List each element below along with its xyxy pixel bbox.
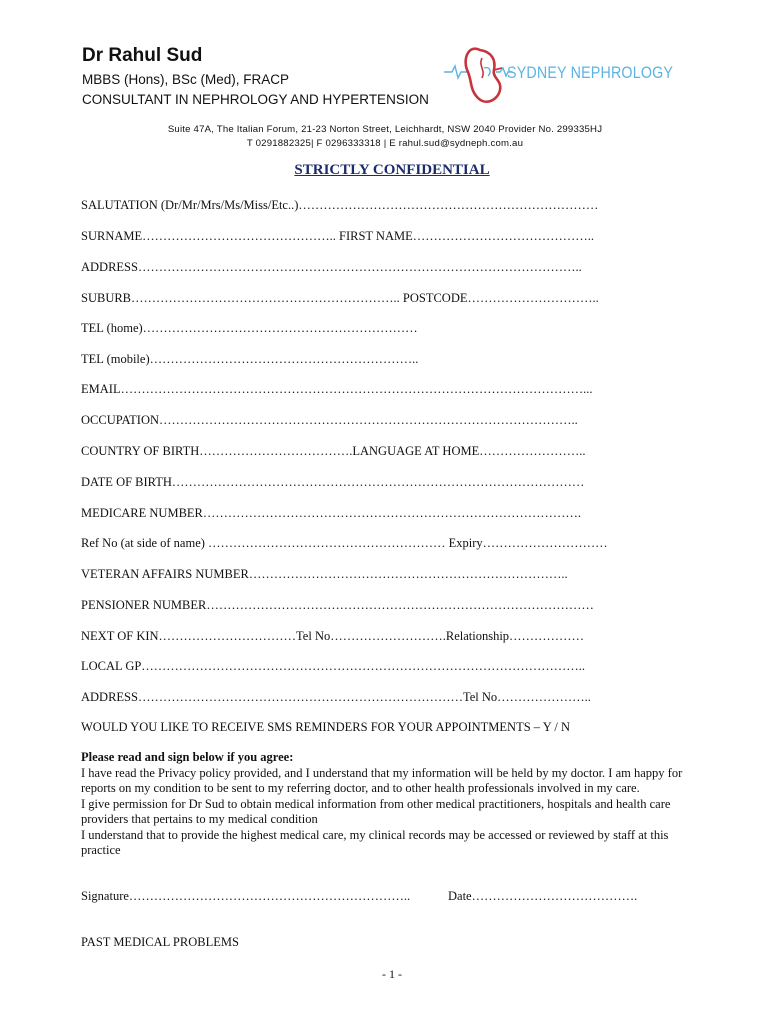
date-field[interactable]: Date………………………………….	[448, 889, 638, 903]
past-medical-problems-heading: PAST MEDICAL PROBLEMS	[81, 935, 239, 949]
form-title: STRICTLY CONFIDENTIAL	[294, 162, 490, 178]
salutation-field[interactable]: SALUTATION (Dr/Mr/Mrs/Ms/Miss/Etc..)………………………………………………………………	[81, 198, 599, 212]
occupation-field[interactable]: OCCUPATION………………………………………………………………………………………..	[81, 413, 578, 427]
local-gp-field[interactable]: LOCAL GP……………………………………………………………………………………………..	[81, 659, 586, 673]
doctor-credentials: MBBS (Hons), BSc (Med), FRACP	[82, 72, 290, 87]
consent-heading: Please read and sign below if you agree:	[81, 750, 294, 764]
tel-mobile-field[interactable]: TEL (mobile)………………………………………………………..	[81, 352, 419, 366]
practice-contact: T 0291882325| F 0296333318 | E rahul.sud@sydneph.com.au	[246, 138, 524, 149]
logo-text: SYDNEY NEPHROLOGY	[507, 63, 674, 82]
tel-home-field[interactable]: TEL (home)…………………………………………………………	[81, 321, 418, 335]
doctor-name: Dr Rahul Sud	[82, 45, 203, 66]
signature-field[interactable]: Signature…………………………………………………………..	[81, 889, 411, 903]
surname-firstname-field[interactable]: SURNAME……………………………………….. FIRST NAME……………………………………..	[81, 229, 594, 243]
ref-expiry-field[interactable]: Ref No (at side of name) ………………………………………………… Expiry…………………………	[81, 536, 608, 550]
date-of-birth-field[interactable]: DATE OF BIRTH………………………………………………………………………………………	[81, 475, 585, 489]
doctor-title: CONSULTANT IN NEPHROLOGY AND HYPERTENSION	[82, 92, 429, 107]
consent-paragraph-privacy: I have read the Privacy policy provided, and I understand that my information will be held by my doctor. I am happy for reports on my condition to be sent to my referring doctor, and to other health professionals involved in my care.	[81, 765, 683, 795]
sydney-nephrology-logo	[442, 38, 682, 110]
consent-paragraph-records: I understand that to provide the highest medical care, my clinical records may be accessed or reviewed by staff at this practice	[81, 827, 669, 857]
consent-block	[81, 750, 693, 859]
page-number: - 1 -	[382, 967, 402, 981]
email-field[interactable]: EMAIL…………………………………………………………………………………………………...	[81, 382, 593, 396]
veteran-affairs-field[interactable]: VETERAN AFFAIRS NUMBER…………………………………………………………………..	[81, 567, 568, 581]
gp-address-field[interactable]: ADDRESS……………………………………………………………………Tel No…………………..	[81, 690, 591, 704]
country-language-field[interactable]: COUNTRY OF BIRTH……………………………….LANGUAGE AT HOME……………………..	[81, 444, 586, 458]
address-field[interactable]: ADDRESS……………………………………………………………………………………………..	[81, 260, 582, 274]
consent-paragraph-permission: I give permission for Dr Sud to obtain medical information from other medical practitioners, hospitals and health care providers that pertains to my medical condition	[81, 796, 671, 826]
pensioner-number-field[interactable]: PENSIONER NUMBER…………………………………………………………………………………	[81, 598, 594, 612]
suburb-postcode-field[interactable]: SUBURB……………………………………………………….. POSTCODE…………………………..	[81, 291, 599, 305]
practice-address: Suite 47A, The Italian Forum, 21-23 Norton Street, Leichhardt, NSW 2040 Provider No. 299335HJ	[167, 124, 603, 135]
medicare-number-field[interactable]: MEDICARE NUMBER……………………………………………………………………………….	[81, 506, 582, 520]
sms-reminder-field[interactable]: WOULD YOU LIKE TO RECEIVE SMS REMINDERS FOR YOUR APPOINTMENTS – Y / N	[81, 720, 571, 734]
doctor-header	[82, 44, 429, 110]
next-of-kin-field[interactable]: NEXT OF KIN……………………………Tel No……………………….Relationship………………	[81, 629, 585, 643]
